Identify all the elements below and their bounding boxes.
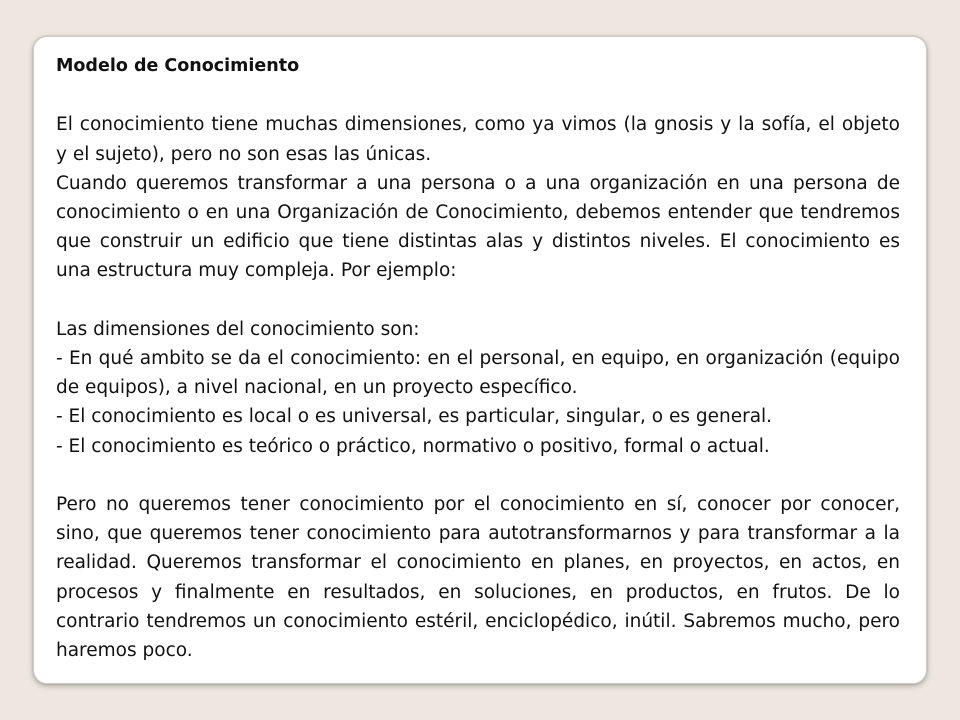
spacer	[56, 286, 900, 315]
conclusion-paragraph: Pero no queremos tener conocimiento por el conocimiento en sí, conocer por conocer, sino, que queremos tener conocimiento para autotransformarnos y para transformar a la realidad. Queremos transformar el conocimiento en planes, en proyectos, en actos, en procesos y finalmente en resultados, en soluciones, en productos, en frutos. De lo contrario tendremos un conocimiento estéril, enciclopédico, inútil. Sabremos mucho, pero haremos poco.	[56, 494, 900, 662]
slide-content	[56, 52, 900, 665]
organization-paragraph: Cuando queremos transformar a una persona o a una organización en una persona de conocimiento o en una Organización de Conocimiento, debemos entender que tendremos que construir un edificio que tiene distintas alas y distintos niveles. El conocimiento es una estructura muy compleja. Por ejemplo:	[56, 172, 900, 282]
spacer	[56, 461, 900, 490]
slide-card	[33, 36, 927, 684]
slide-title: Modelo de Conocimiento	[56, 56, 300, 76]
dimension-item: - El conocimiento es teórico o práctico, normativo o positivo, formal o actual.	[56, 435, 770, 457]
dimension-item: - En qué ambito se da el conocimiento: en el personal, en equipo, en organización (equipo de equipos), a nivel nacional, en un proyecto específico.	[56, 348, 900, 399]
intro-paragraph: El conocimiento tiene muchas dimensiones, como ya vimos (la gnosis y la sofía, el objeto y el sujeto), pero no son esas las únicas.	[56, 114, 900, 165]
dimensions-heading: Las dimensiones del conocimiento son:	[56, 318, 420, 340]
dimension-item: - El conocimiento es local o es universal, es particular, singular, o es general.	[56, 406, 773, 428]
spacer	[56, 81, 900, 110]
